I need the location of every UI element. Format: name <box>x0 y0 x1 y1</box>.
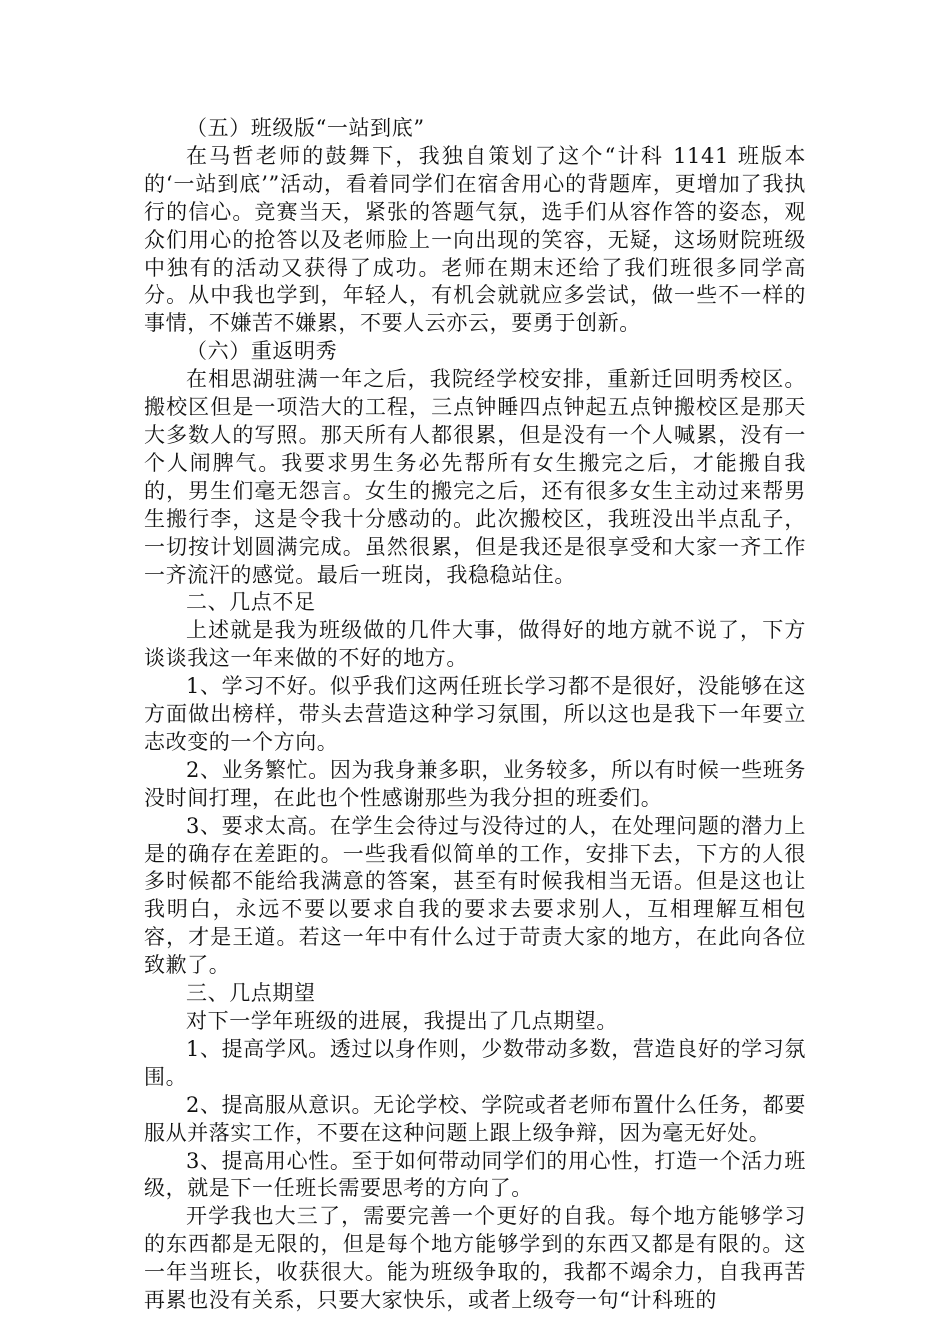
list-item: 1、提高学风。透过以身作则，少数带动多数，营造良好的学习氛围。 <box>144 1036 806 1089</box>
list-item: 1、学习不好。似乎我们这两任班长学习都不是很好，没能够在这方面做出榜样，带头去营造这种学习氛围，所以这也是我下一年要立志改变的一个方向。 <box>144 674 806 754</box>
body-paragraph: 在相思湖驻满一年之后，我院经学校安排，重新迁回明秀校区。搬校区但是一项浩大的工程，三点钟睡四点钟起五点钟搬校区是那天大多数人的写照。那天所有人都很累，但是没有一个人喊累，没有一个人闹脾气。我要求男生务必先帮所有女生搬完之后，才能搬自我的，男生们毫无怨言。女生的搬完之后，还有很多女生主动过来帮男生搬行李，这是令我十分感动的。此次搬校区，我班没出半点乱子，一切按计划圆满完成。虽然很累，但是我还是很享受和大家一齐工作一齐流汗的感觉。最后一班岗，我稳稳站住。 <box>144 367 806 587</box>
section-heading: 三、几点期望 <box>186 981 316 1006</box>
document-page <box>144 115 806 1315</box>
section-heading: 二、几点不足 <box>186 590 316 615</box>
list-item: 2、业务繁忙。因为我身兼多职，业务较多，所以有时候一些班务没时间打理，在此也个性感谢那些为我分担的班委们。 <box>144 757 806 810</box>
list-item: 3、提高用心性。至于如何带动同学们的用心性，打造一个活力班级，就是下一任班长需要思考的方向了。 <box>144 1148 806 1201</box>
body-paragraph: 对下一学年班级的进展，我提出了几点期望。 <box>186 1009 618 1033</box>
body-paragraph: 上述就是我为班级做的几件大事，做得好的地方就不说了，下方谈谈我这一年来做的不好的地方。 <box>144 618 806 671</box>
body-paragraph: 开学我也大三了，需要完善一个更好的自我。每个地方能够学习的东西都是无限的，但是每个地方能够学到的东西又都是有限的。这一年当班长，收获很大。能为班级争取的，我都不竭余力，自我再苦再累也没有关系，只要大家快乐，或者上级夸一句“计科班的 <box>144 1204 806 1313</box>
section-heading: （六）重返明秀 <box>186 339 338 364</box>
list-item: 2、提高服从意识。无论学校、学院或者老师布置什么任务，都要服从并落实工作，不要在这种问题上跟上级争辩，因为毫无好处。 <box>144 1092 806 1145</box>
body-paragraph: 在马哲老师的鼓舞下，我独自策划了这个“计科 1141 班版本的‘一站到底’”活动，看着同学们在宿舍用心的背题库，更增加了我执行的信心。竞赛当天，紧张的答题气氛，选手们从容作答的姿态，观众们用心的抢答以及老师脸上一向出现的笑容，无疑，这场财院班级中独有的活动又获得了成功。老师在期末还给了我们班很多同学高分。从中我也学到，年轻人，有机会就就应多尝试，做一些不一样的事情，不嫌苦不嫌累，不要人云亦云，要勇于创新。 <box>144 143 806 336</box>
section-heading: （五）班级版“一站到底” <box>186 116 425 140</box>
list-item: 3、要求太高。在学生会待过与没待过的人，在处理问题的潜力上是的确存在差距的。一些我看似简单的工作，安排下去，下方的人很多时候都不能给我满意的答案，甚至有时候我相当无语。但是这也让我明白，永远不要以要求自我的要求去要求别人，互相理解互相包容，才是王道。若这一年中有什么过于苛责大家的地方，在此向各位致歉了。 <box>144 813 806 978</box>
